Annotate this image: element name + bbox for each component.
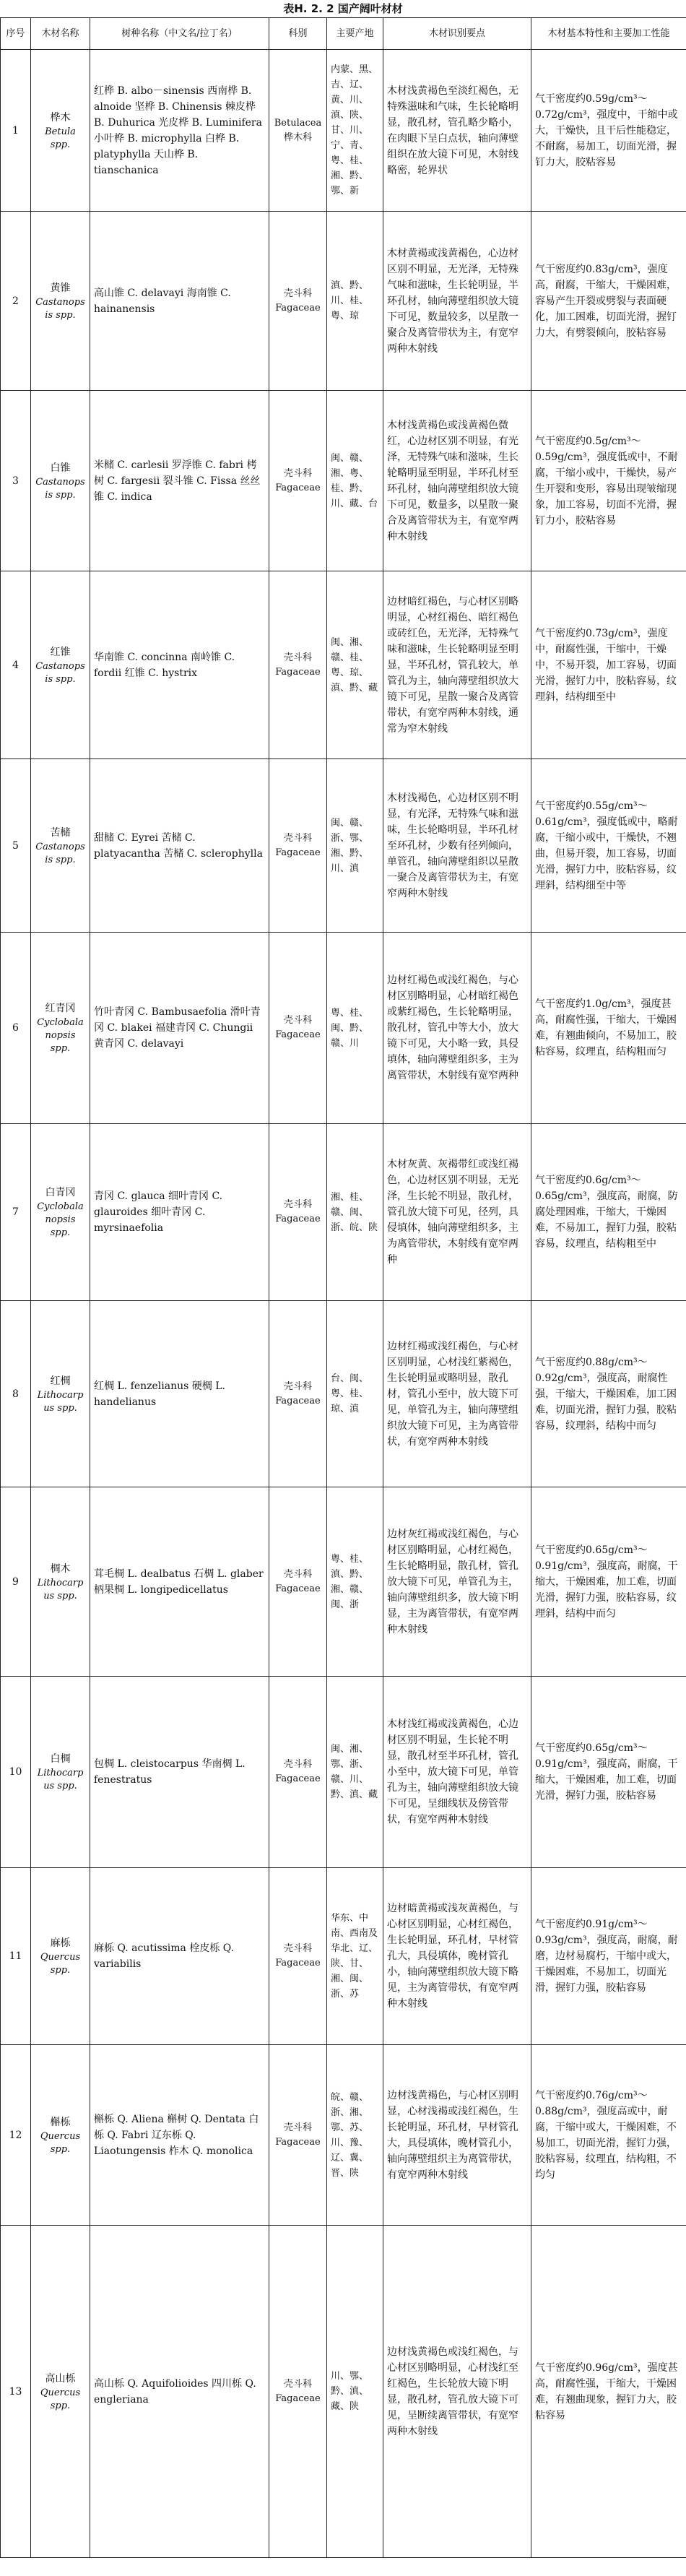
- species-cell: 红椆 L. fenzelianus 硬椆 L. handelianus: [90, 1301, 269, 1487]
- table-row: [1, 212, 686, 391]
- species-cell: 竹叶青冈 C. Bambusaefolia 滑叶青冈 C. blakei 福建青冈 C. Chungii 黄青冈 C. delavayi: [90, 933, 269, 1124]
- wood-name-cn: 黄锥: [50, 282, 71, 294]
- table-row: [1, 1487, 686, 1677]
- family-line-1: 壳斗科: [283, 2122, 312, 2133]
- wood-name-cn: 红青冈: [45, 1003, 76, 1014]
- species-cell: 茸毛椆 L. dealbatus 石椆 L. glaber 柄果椆 L. longipedicellatus: [90, 1487, 269, 1677]
- origin-cell: 闽、湘、赣、桂、粤、琼、滇、黔、藏: [327, 571, 383, 759]
- properties-cell: 气干密度约0.96g/cm³，强度甚高，耐腐性强，干缩大，干燥困难，有翘曲现象，握钉力大，胶粘容易: [531, 2226, 686, 2558]
- wood-name-cn: 桦木: [50, 111, 71, 124]
- table-row: [1, 2045, 686, 2226]
- family-line-1: 壳斗科: [283, 1943, 312, 1954]
- table-row: [1, 50, 686, 212]
- species-cell: 红桦 B. albo－sinensis 西南桦 B. alnoide 坚桦 B. Chinensis 棘皮桦 B. Duhurica 光皮桦 B. Luminifera 小叶桦 B. microphylla 白桦 B. platyphylla 天山桦 B. tianschanica: [90, 50, 269, 212]
- hardwood-table: [0, 17, 686, 2558]
- origin-cell: 皖、赣、浙、湘、鄂、苏、川、豫、辽、冀、晋、陕: [327, 2045, 383, 2226]
- family-line-2: 桦木科: [283, 131, 312, 143]
- properties-cell: 气干密度约0.65g/cm³～0.91g/cm³，强度高，耐腐，干缩大，干燥困难，加工难，切面光滑，握钉力强，胶粘容易: [531, 1677, 686, 1868]
- wood-name-latin: Cyclobalanopsis spp.: [37, 1201, 84, 1238]
- family-cell: [269, 1124, 327, 1301]
- header-family: 科别: [269, 18, 327, 50]
- family-cell: [269, 2045, 327, 2226]
- species-cell: 米槠 C. carlesii 罗浮锥 C. fabri 栲树 C. fargesii 裂斗锥 C. Fissa 丝丝锥 C. indica: [90, 391, 269, 571]
- identification-cell: 边材浅黄褐色或浅红褐色，与心材区别略明显，心材浅红至红褐色，生长轮放大镜下明显，散孔材，管孔放大镜下可见，呈断续离管带状，有宽窄两种木射线: [383, 2226, 531, 2558]
- species-cell: 青冈 C. glauca 细叶青冈 C. glauroides 细叶青冈 C. myrsinaefolia: [90, 1124, 269, 1301]
- wood-name-latin: Castanopsis spp.: [35, 296, 85, 321]
- family-cell: [269, 933, 327, 1124]
- wood-name-latin: Betula spp.: [45, 126, 76, 150]
- species-cell: 高山锥 C. delavayi 海南锥 C. hainanensis: [90, 212, 269, 391]
- family-line-1: 壳斗科: [283, 832, 312, 844]
- family-line-1: 壳斗科: [283, 1759, 312, 1770]
- row-number-cell: 8: [1, 1301, 31, 1487]
- header-origin: 主要产地: [327, 18, 383, 50]
- table-row: [1, 2226, 686, 2558]
- family-line-2: Fagaceae: [275, 2136, 321, 2148]
- wood-name-cell: [31, 1487, 90, 1677]
- row-number-cell: 5: [1, 759, 31, 933]
- identification-cell: 木材浅褐色，心边材区别不明显，有光泽，无特殊气味和滋味，生长轮略明显，半环孔材至环孔材，少数有径列倾向，单管孔，轴向薄壁组织以星散一聚合及离管带状为主，有宽窄两种木射线: [383, 759, 531, 933]
- wood-name-cn: 红椆: [50, 1375, 71, 1387]
- family-line-1: 壳斗科: [283, 467, 312, 479]
- wood-name-cell: [31, 933, 90, 1124]
- properties-cell: 气干密度约0.59g/cm³～0.72g/cm³，强度中，干缩中或大，干燥快，且干后性能稳定，不耐腐，易加工，切面光滑，握钉力大，胶粘容易: [531, 50, 686, 212]
- wood-name-cn: 椆木: [50, 1563, 71, 1575]
- species-cell: 麻栎 Q. acutissima 栓皮栎 Q. variabilis: [90, 1868, 269, 2045]
- species-cell: 华南锥 C. concinna 南岭锥 C. fordii 红锥 C. hystrix: [90, 571, 269, 759]
- wood-name-latin: Castanopsis spp.: [35, 476, 85, 501]
- family-cell: [269, 2226, 327, 2558]
- family-line-2: Fagaceae: [275, 302, 321, 314]
- origin-cell: 湘、桂、赣、闽、浙、皖、陕: [327, 1124, 383, 1301]
- identification-cell: 边材红褐或浅红褐色，与心材区别明显，心材浅红紫褐色，生长轮明显或略明显，散孔材，管孔小至中，放大镜下可见，单管孔为主，轴向薄壁组织放大镜下可见，主为离管带状，有宽窄两种木射线: [383, 1301, 531, 1487]
- row-number-cell: 2: [1, 212, 31, 391]
- family-line-2: Fagaceae: [275, 2393, 321, 2404]
- row-number-cell: 12: [1, 2045, 31, 2226]
- family-cell: [269, 1677, 327, 1868]
- family-line-2: Fagaceae: [275, 1958, 321, 1968]
- wood-name-cell: [31, 50, 90, 212]
- table-row: [1, 1124, 686, 1301]
- row-number-cell: 3: [1, 391, 31, 571]
- wood-name-cell: [31, 2226, 90, 2558]
- properties-cell: 气干密度约1.0g/cm³，强度甚高，耐腐性强，干缩大，干燥困难，有翘曲倾向，不易加工，胶粘容易，纹理直，结构粗而匀: [531, 933, 686, 1124]
- row-number-cell: 11: [1, 1868, 31, 2045]
- header-no: 序号: [1, 18, 31, 50]
- row-number-cell: 7: [1, 1124, 31, 1301]
- origin-cell: 台、闽、粤、桂、琼、滇: [327, 1301, 383, 1487]
- family-cell: [269, 212, 327, 391]
- species-cell: 槲栎 Q. Aliena 槲树 Q. Dentata 白栎 Q. Fabri 辽东栎 Q. Liaotungensis 柞木 Q. monolica: [90, 2045, 269, 2226]
- wood-name-cell: [31, 571, 90, 759]
- wood-name-cell: [31, 212, 90, 391]
- wood-name-cell: [31, 1124, 90, 1301]
- family-cell: [269, 571, 327, 759]
- table-row: [1, 1677, 686, 1868]
- family-cell: [269, 1868, 327, 2045]
- wood-name-cn: 白青冈: [45, 1187, 76, 1198]
- wood-name-cn: 麻栎: [50, 1937, 71, 1949]
- wood-name-cn: 白椆: [50, 1753, 71, 1765]
- origin-cell: 闽、湘、鄂、浙、赣、川、黔、滇、藏: [327, 1677, 383, 1868]
- wood-name-latin: Lithocarpus spp.: [37, 1389, 84, 1414]
- wood-name-latin: Quercus spp.: [40, 1952, 81, 1976]
- species-cell: 包椆 L. cleistocarpus 华南椆 L. fenestratus: [90, 1677, 269, 1868]
- properties-cell: 气干密度约0.55g/cm³～0.61g/cm³，强度低或中，略耐腐，干缩小或中，干燥快，不翘曲，但易开裂，加工容易，切面光滑，握钉力中，胶粘容易，纹理斜，结构细至中等: [531, 759, 686, 933]
- family-line-1: 壳斗科: [283, 1568, 312, 1580]
- wood-name-latin: Cyclobalanopsis spp.: [37, 1017, 84, 1054]
- family-line-1: 壳斗科: [283, 1199, 312, 1210]
- family-line-2: Fagaceae: [275, 1029, 321, 1040]
- family-cell: [269, 1301, 327, 1487]
- wood-name-cell: [31, 391, 90, 571]
- row-number-cell: 13: [1, 2226, 31, 2558]
- species-cell: 高山栎 Q. Aquifolioides 四川栎 Q. engleriana: [90, 2226, 269, 2558]
- family-line-2: Fagaceae: [275, 1214, 321, 1224]
- origin-cell: 粤、桂、滇、黔、湘、赣、闽、浙: [327, 1487, 383, 1677]
- wood-name-latin: Castanopsis spp.: [35, 660, 85, 685]
- properties-cell: 气干密度约0.65g/cm³～0.91g/cm³，强度高，耐腐，干缩大，干燥困难，加工难，切面光滑，握钉力强，胶粘容易，纹理斜，结构中而匀: [531, 1487, 686, 1677]
- table-title: 表H. 2. 2 国产阔叶材材: [283, 2, 403, 15]
- wood-name-latin: Quercus spp.: [40, 2130, 81, 2155]
- family-line-1: 壳斗科: [283, 1380, 312, 1392]
- table-row: [1, 933, 686, 1124]
- family-line-2: Fagaceae: [275, 482, 321, 493]
- family-cell: [269, 50, 327, 212]
- family-line-1: 壳斗科: [283, 1015, 312, 1026]
- wood-name-cn: 高山栎: [45, 2372, 76, 2385]
- identification-cell: 边材暗红褐色，与心材区别略明显，心材红褐色、暗红褐色或砖红色，无光泽，无特殊气味和滋味，生长轮略明显至明显，半环孔材，管孔较大，单管孔为主，轴向薄壁组织放大镜下可见，星散一聚合及离管带状，有宽窄两种木射线，通常为窄木射线: [383, 571, 531, 759]
- wood-name-cn: 苦槠: [50, 826, 71, 839]
- origin-cell: 闽、赣、湘、粤、桂、黔、川、藏、台: [327, 391, 383, 571]
- header-row: [1, 18, 686, 50]
- header-identification: 木材识别要点: [383, 18, 531, 50]
- origin-cell: 滇、黔、川、桂、粤、琼: [327, 212, 383, 391]
- wood-name-latin: Lithocarpus spp.: [37, 1577, 84, 1602]
- properties-cell: 气干密度约0.76g/cm³～0.88g/cm³，强度高或中，耐腐，干缩中或大，干燥困难，不易加工，切面光滑，握钉力强，胶粘容易，纹理直，结构粗，不均匀: [531, 2045, 686, 2226]
- identification-cell: 边材暗黄褐或浅灰黄褐色，与心材区别明显，心材红褐色，生长轮明显，环孔材，早材管孔大，具侵填体，晚材管孔小，轴向薄壁组织放大镜下略见，主为离管带状，有宽窄两种木射线: [383, 1868, 531, 2045]
- header-properties: 木材基本特性和主要加工性能: [531, 18, 686, 50]
- family-line-2: Fagaceae: [275, 1773, 321, 1784]
- family-cell: [269, 391, 327, 571]
- header-species: 树种名称（中文名/拉丁名）: [90, 18, 269, 50]
- table-row: [1, 1868, 686, 2045]
- identification-cell: 边材红褐色或浅红褐色，与心材区别略明显，心材暗红褐色或紫红褐色，生长轮略明显，散孔材，管孔中等大小，放大镜下可见，大小略一致，具侵填体，轴向薄壁组织多，主为离管带状，木射线有宽窄两种: [383, 933, 531, 1124]
- row-number-cell: 6: [1, 933, 31, 1124]
- origin-cell: 川、鄂、黔、滇、藏、陕: [327, 2226, 383, 2558]
- identification-cell: 木材浅红褐或浅黄褐色，心边材区别不明显，生长轮不明显，散孔材至半环孔材，管孔小至中，放大镜下可见，单管孔为主，轴向薄壁组织放大镜下可见，呈细线状及傍管带状，有宽窄两种木射线: [383, 1677, 531, 1868]
- row-number-cell: 9: [1, 1487, 31, 1677]
- identification-cell: 边材浅黄褐色，与心材区别明显，心材浅褐或浅红褐色，生长轮明显，环孔材，早材管孔大，具侵填体，晚材管孔小，轴向薄壁组织主为离管带状，有宽窄两种木射线: [383, 2045, 531, 2226]
- family-cell: [269, 1487, 327, 1677]
- table-row: [1, 1301, 686, 1487]
- identification-cell: 木材浅黄褐色或浅黄褐色微红，心边材区别不明显，有光泽，无特殊气味和滋味，生长轮略明显至明显，半环孔材至环孔材，轴向薄壁组织放大镜下可见，数量多，以星散一聚合及离管带状为主，有宽窄两种木射线: [383, 391, 531, 571]
- row-number-cell: 10: [1, 1677, 31, 1868]
- wood-name-cell: [31, 1301, 90, 1487]
- header-wood-name: 木材名称: [31, 18, 90, 50]
- origin-cell: 华东、中南、西南及华北、辽、陕、甘、湘、闽、浙、苏: [327, 1868, 383, 2045]
- properties-cell: 气干密度约0.6g/cm³～0.65g/cm³，强度高，耐腐，防腐处理困难，干缩大，干燥困难，不易加工，握钉力强，胶粘容易，纹理直，结构粗至中: [531, 1124, 686, 1301]
- identification-cell: 边材灰红褐或浅红褐色，与心材区别略明显，心材红褐色，生长轮略明显，散孔材，管孔放大镜下可见，单管孔为主，轴向薄壁组织多，放大镜下明显，主为离管带状，有宽窄两种木射线: [383, 1487, 531, 1677]
- wood-name-cn: 槲栎: [50, 2116, 71, 2128]
- species-cell: 甜槠 C. Eyrei 苦槠 C. platyacantha 苦槠 C. sclerophylla: [90, 759, 269, 933]
- family-line-2: Fagaceae: [275, 847, 321, 858]
- identification-cell: 木材黄褐或浅黄褐色，心边材区别不明显，无光泽，无特殊气味和滋味，生长轮明显，半环孔材，轴向薄壁组织放大镜下可见，数量较多，以星散一聚合及离管带状为主，有宽窄两种木射线: [383, 212, 531, 391]
- identification-cell: 木材灰黄、灰褐带红或浅红褐色，心边材区别不明显，无光泽，生长轮不明显，散孔材，管孔放大镜下可见，径列，具侵填体，轴向薄壁组织多，主为离管带状，木射线有宽窄两种: [383, 1124, 531, 1301]
- properties-cell: 气干密度约0.91g/cm³～0.93g/cm³，强度高，耐腐，耐磨，边材易腐朽，干缩中或大，干燥困难，不易加工，切面光滑，握钉力强，胶粘容易: [531, 1868, 686, 2045]
- wood-name-cell: [31, 1868, 90, 2045]
- wood-name-cell: [31, 1677, 90, 1868]
- properties-cell: 气干密度约0.83g/cm³，强度高，耐腐，干缩大，干燥困难，容易产生开裂或劈裂与表面硬化，加工困难，切面光滑，握钉力大，有劈裂倾向，胶粘容易: [531, 212, 686, 391]
- family-line-1: 壳斗科: [283, 652, 312, 663]
- family-cell: [269, 759, 327, 933]
- wood-name-latin: Quercus spp.: [40, 2387, 81, 2411]
- identification-cell: 木材浅黄褐色至淡红褐色，无特殊滋味和气味，生长轮略明显，散孔材，管孔略少略小，在肉眼下呈白点状，轴向薄壁组织在放大镜下可见，木射线略密，轮界状: [383, 50, 531, 212]
- properties-cell: 气干密度约0.88g/cm³～0.92g/cm³，强度高，耐腐性强，干缩大，干燥困难，加工困难，切面光滑，握钉力强，胶粘容易，纹理斜，结构中而匀: [531, 1301, 686, 1487]
- origin-cell: 内蒙、黑、吉、辽、黄、川、滇、陕、甘、川、宁、青、粤、桂、湘、黔、鄂、新: [327, 50, 383, 212]
- wood-name-cn: 白锥: [50, 462, 71, 474]
- row-number-cell: 4: [1, 571, 31, 759]
- table-row: [1, 391, 686, 571]
- family-line-2: Fagaceae: [275, 666, 321, 678]
- properties-cell: 气干密度约0.5g/cm³～0.59g/cm³，强度低或中，不耐腐，干缩小或中，干燥快，易产生开裂和变形，容易出现皱缩现象，加工容易，切面不光滑，握钉力小，胶粘容易: [531, 391, 686, 571]
- table-row: [1, 759, 686, 933]
- family-line-2: Fagaceae: [275, 1395, 321, 1406]
- wood-name-latin: Castanopsis spp.: [35, 841, 85, 865]
- family-line-2: Fagaceae: [275, 1583, 321, 1594]
- wood-name-latin: Lithocarpus spp.: [37, 1768, 84, 1791]
- family-line-1: Betulacea: [274, 117, 322, 129]
- family-line-1: 壳斗科: [283, 2378, 312, 2390]
- origin-cell: 粤、桂、闽、黔、赣、川: [327, 933, 383, 1124]
- wood-name-cell: [31, 759, 90, 933]
- wood-name-cell: [31, 2045, 90, 2226]
- properties-cell: 气干密度约0.73g/cm³，强度中，耐腐性强，干缩中，干燥中，不易开裂，加工容易，切面光滑，握钉力中，胶粘容易，纹理斜，结构细至中: [531, 571, 686, 759]
- table-row: [1, 571, 686, 759]
- wood-name-cn: 红锥: [50, 646, 71, 658]
- row-number-cell: 1: [1, 50, 31, 212]
- family-line-1: 壳斗科: [283, 288, 312, 299]
- origin-cell: 闽、赣、浙、鄂、湘、黔、川、滇: [327, 759, 383, 933]
